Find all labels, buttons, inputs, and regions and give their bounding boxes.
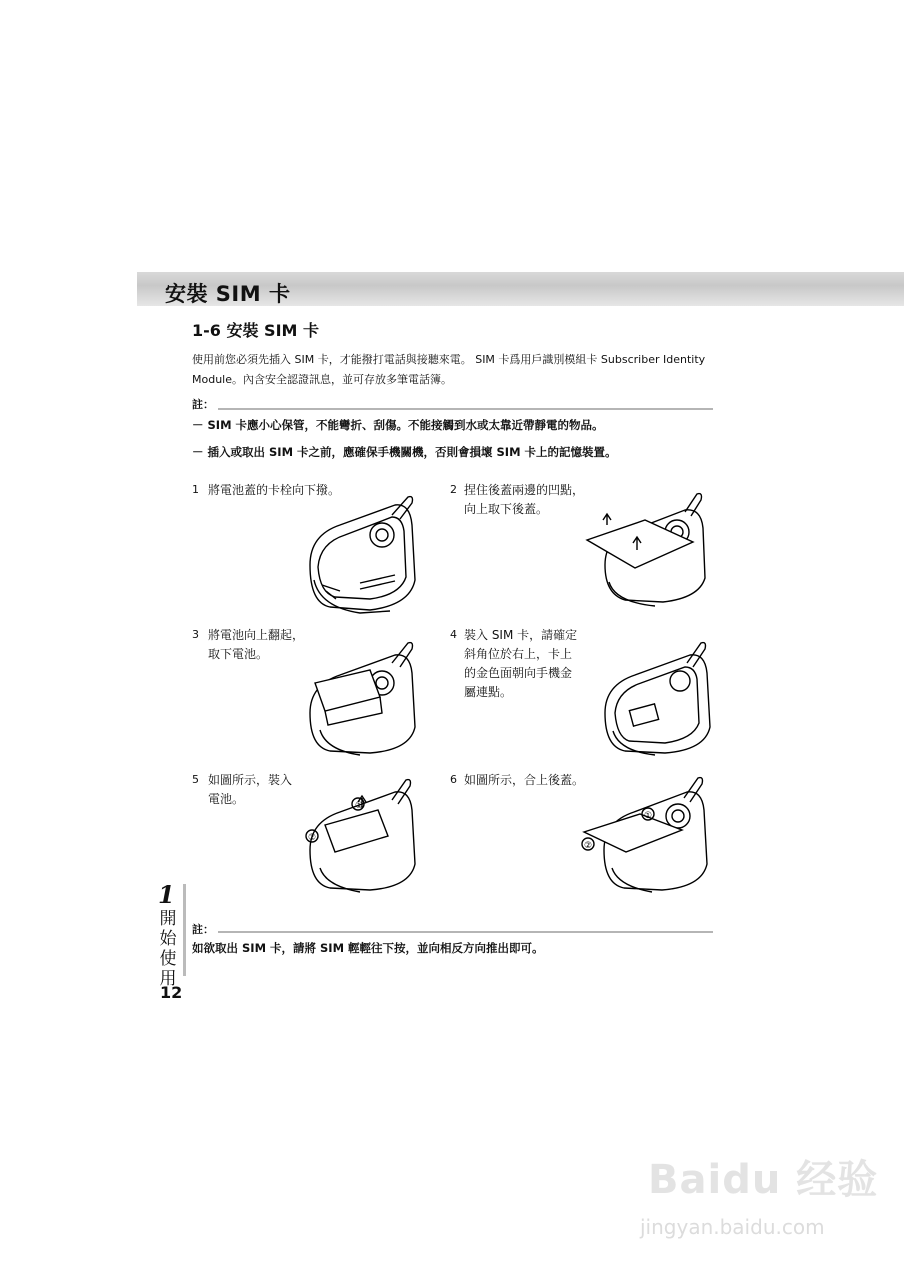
callout-2: ② [584, 841, 593, 851]
step-number: 4 [450, 628, 457, 641]
step-line: 的金色面朝向手機金 [464, 666, 573, 680]
step-line: 將電池向上翻起， [208, 628, 305, 642]
step-number: 5 [192, 773, 199, 786]
intro-line-2: Module。內含安全認證訊息，並可存放多筆電話簿。 [192, 373, 452, 386]
step-text [464, 626, 577, 702]
note-text: 如欲取出 SIM 卡，請將 SIM 輕輕往下按，並向相反方向推出即可。 [192, 941, 544, 955]
note-divider [218, 408, 713, 410]
step-text [464, 481, 584, 519]
note-item: － SIM 卡應小心保管，不能彎折、刮傷。不能接觸到水或太靠近帶靜電的物品。 [192, 418, 604, 432]
phone-illustration-step-1 [300, 495, 430, 620]
step-number: 1 [192, 483, 199, 496]
callout-2: ② [308, 833, 317, 843]
phone-illustration-step-2 [585, 490, 720, 610]
chapter-char: 開 [159, 909, 177, 929]
chapter-number: 1 [158, 880, 175, 909]
phone-illustration-step-4 [595, 635, 720, 760]
step-text [208, 771, 292, 809]
intro-paragraph [192, 350, 717, 390]
step-line: 取下電池。 [208, 647, 269, 661]
intro-line-1: 使用前您必須先插入 SIM 卡，才能撥打電話與接聽來電。 SIM 卡爲用戶識別模組卡 Subscriber Identity [192, 353, 706, 366]
note-item: － 插入或取出 SIM 卡之前，應確保手機關機，否則會損壞 SIM 卡上的記憶裝置。 [192, 445, 617, 459]
step-line: 斜角位於右上，卡上 [464, 647, 573, 661]
phone-illustration-step-5 [300, 770, 430, 895]
note-label: 註： [192, 398, 214, 411]
page-title: 1-6 安裝 SIM 卡 [192, 321, 320, 340]
callout-1: ① [355, 801, 364, 811]
step-line: 裝入 SIM 卡，請確定 [464, 628, 578, 642]
note-divider [218, 931, 713, 933]
callout-1: ① [644, 811, 653, 821]
step-line: 屬連點。 [464, 685, 513, 699]
chapter-tab [158, 880, 180, 989]
step-line: 捏住後蓋兩邊的凹點， [464, 483, 585, 497]
step-number: 3 [192, 628, 199, 641]
step-number: 2 [450, 483, 457, 496]
phone-illustration-step-6 [582, 770, 720, 895]
note-label: 註： [192, 923, 214, 936]
section-header-title: 安裝 SIM 卡 [165, 282, 291, 306]
step-line: 如圖所示，合上後蓋。 [464, 773, 585, 787]
watermark-url: jingyan.baidu.com [640, 1215, 825, 1239]
step-text [208, 626, 304, 664]
step-text [464, 771, 584, 790]
chapter-char: 使 [159, 949, 177, 969]
watermark-logo: Baidu 经验 [648, 1157, 879, 1203]
chapter-char: 始 [159, 929, 177, 949]
step-line: 如圖所示，裝入 [208, 773, 293, 787]
step-number: 6 [450, 773, 457, 786]
phone-illustration-step-3 [300, 635, 430, 760]
step-line: 電池。 [208, 792, 245, 806]
step-line: 向上取下後蓋。 [464, 502, 549, 516]
step-line: 將電池蓋的卡栓向下撥。 [208, 483, 341, 497]
page-number: 12 [160, 983, 183, 1002]
chapter-char: 用 [159, 969, 177, 989]
chapter-tab-bar [183, 884, 186, 976]
